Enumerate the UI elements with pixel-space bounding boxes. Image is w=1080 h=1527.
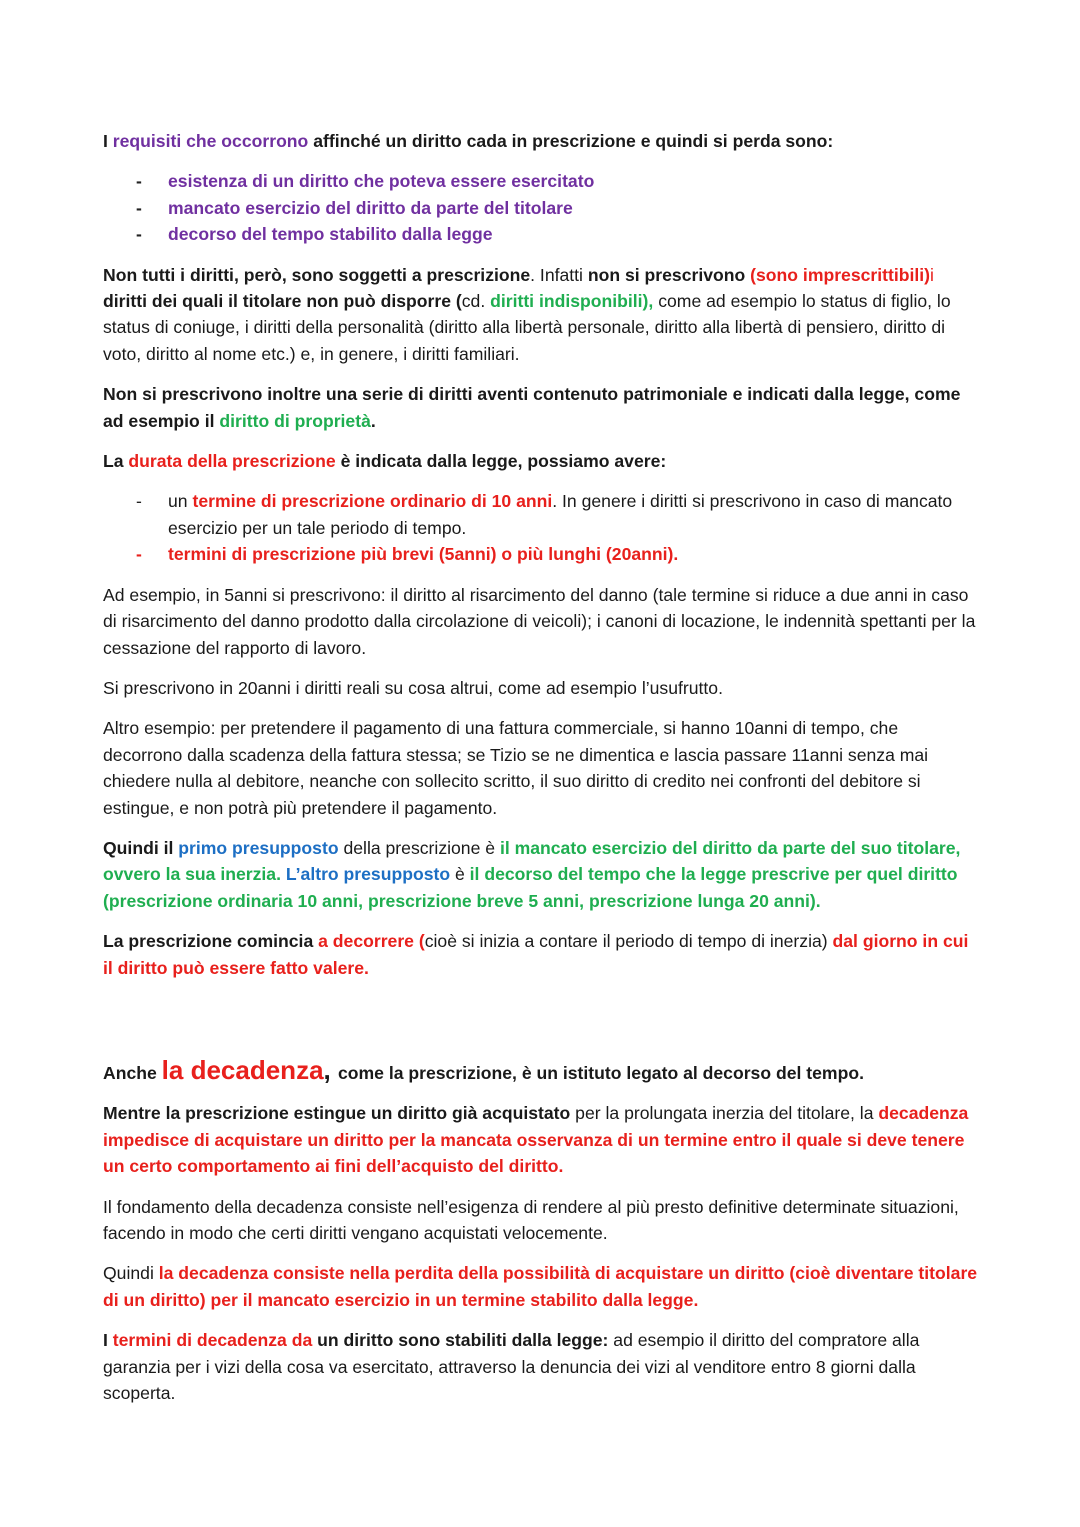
- text: ,: [323, 1054, 338, 1085]
- text: . Infatti: [530, 264, 588, 285]
- text: affinché un diritto cada in prescrizione e quindi si perda sono:: [308, 131, 834, 151]
- text: cd.: [461, 291, 491, 312]
- text: come la prescrizione, è un istituto legato al decorso del tempo.: [337, 1062, 864, 1083]
- text: La: [103, 451, 129, 472]
- decorrenza-paragraph: [103, 928, 980, 981]
- decadenza-perdita: [103, 1260, 980, 1313]
- text: un diritto sono stabiliti dalla legge:: [312, 1330, 609, 1351]
- text: i: [930, 264, 934, 285]
- highlight-altro-presupposto: L’altro presupposto: [280, 864, 451, 885]
- esempio-5anni: Ad esempio, in 5anni si prescrivono: il diritto al risarcimento del danno (tale termine si riduce a due anni in caso di risarcimento del danno prodotto dalla circolazione di veicoli); i canoni di locazione, le indennità spettanti per la cessazione del rapporto di lavoro.: [103, 584, 976, 658]
- text: Quindi il: [103, 837, 179, 858]
- highlight-inerzia: il mancato esercizio del diritto da parte del suo titolare, ovvero la sua inerzia.: [103, 837, 961, 885]
- highlight-requisiti: requisiti che occorrono: [112, 131, 309, 151]
- highlight-durata: durata della prescrizione: [128, 451, 336, 472]
- list-item: [103, 488, 980, 541]
- esempio-20anni: Si prescrivono in 20anni i diritti reali su cosa altrui, come ad esempio l’usufrutto.: [103, 677, 723, 698]
- text: è indicata dalla legge, possiamo avere:: [335, 451, 667, 472]
- text: Non si prescrivono inoltre una serie di diritti aventi contenuto patrimoniale e indicati dalla legge, come ad esempio il: [103, 384, 961, 431]
- text: diritti dei quali il titolare non può disporre (: [103, 291, 462, 312]
- highlight-termine-ordinario: termine di prescrizione ordinario di 10 anni: [192, 491, 553, 512]
- esempio-fattura: Altro esempio: per pretendere il pagamento di una fattura commerciale, si hanno 10anni di tempo, che decorrono dalla scadenza della fattura stessa; se Tizio se ne dimentica e lascia passare 11anni senza mai chiedere nulla al debitore, neanche con sollecito scritto, il suo diritto di credito nei confronti del debitore si estingue, e non potrà più pretendere il pagamento.: [103, 718, 929, 818]
- text: . In genere i diritti si prescrivono in caso di mancato esercizio per un tale periodo di tempo.: [168, 491, 953, 538]
- text: I: [103, 1330, 113, 1351]
- decadenza-fondamento: Il fondamento della decadenza consiste nell’esigenza di rendere al più presto definitive determinate situazioni, facendo in modo che certi diritti vengano acquistati velocemente.: [103, 1196, 959, 1243]
- highlight-a-decorrere: a decorrere (: [318, 931, 425, 952]
- highlight-imprescrittibili: (sono imprescrittibili): [750, 264, 931, 285]
- highlight-diritti-indisponibili: diritti indisponibili),: [490, 291, 654, 312]
- text: Mentre la prescrizione estingue un diritto già acquistato: [103, 1103, 571, 1124]
- text: non si prescrivono: [587, 264, 746, 285]
- text: Anche: [103, 1062, 162, 1083]
- termini-decadenza: [103, 1327, 980, 1406]
- text: La prescrizione comincia: [103, 931, 319, 952]
- text: Non tutti i diritti, però, sono soggetti a prescrizione: [103, 264, 531, 285]
- durata-list: [103, 488, 980, 567]
- text: per la prolungata inerzia del titolare, la: [570, 1103, 879, 1124]
- text: I: [103, 131, 113, 151]
- presupposti-paragraph: [103, 835, 980, 914]
- highlight-decadenza-impedisce: decadenza impedisce di acquistare un diritto per la mancata osservanza di un termine entro il quale si deve tenere un certo comportamento ai fini dell’acquisto del diritto.: [103, 1103, 969, 1177]
- highlight-dal-giorno: dal giorno in cui il diritto può essere fatto valere.: [103, 931, 969, 978]
- list-item: - mancato esercizio del diritto da parte del titolare: [103, 195, 980, 221]
- list-item: - decorso del tempo stabilito dalla legge: [103, 221, 980, 247]
- highlight-termini-decadenza: termini di decadenza da: [112, 1330, 313, 1351]
- highlight-primo-presupposto: primo presupposto: [178, 837, 339, 858]
- text: ad esempio il diritto del compratore alla garanzia per i vizi della cosa va esercitato, attraverso la denuncia dei vizi al venditore entro 8 giorni dalla scoperta.: [103, 1330, 920, 1404]
- imprescrittibili-paragraph: [103, 262, 980, 368]
- decadenza-definizione: [103, 1100, 980, 1179]
- text: come ad esempio lo status di figlio, lo status di coniuge, i diritti della personalità (diritto alla libertà personale, diritto alla libertà di pensiero, diritto di voto, diritto al nome etc.) e, in genere, i diritti familiari.: [103, 291, 951, 364]
- decadenza-heading: [103, 1054, 980, 1086]
- text: cioè si inizia a contare il periodo di tempo di inerzia): [424, 931, 833, 952]
- text: un: [168, 491, 193, 512]
- text: della prescrizione è: [338, 837, 500, 858]
- text: è: [450, 864, 470, 885]
- text: .: [370, 410, 376, 431]
- durata-intro: [103, 448, 980, 474]
- highlight-decorso-tempo: il decorso del tempo che la legge prescrive per quel diritto (prescrizione ordinaria 10 anni, prescrizione breve 5 anni, prescrizione lunga 20 anni).: [103, 864, 958, 911]
- section-spacer: [103, 995, 980, 1057]
- highlight-decadenza-consiste: la decadenza consiste nella perdita della possibilità di acquistare un diritto (cioè diventare titolare di un diritto) per il mancato esercizio in un termine stabilito dalla legge.: [103, 1263, 978, 1310]
- requisiti-intro: [103, 128, 980, 154]
- patrimoniali-paragraph: [103, 381, 980, 434]
- requisiti-list: [103, 168, 980, 247]
- list-item: - esistenza di un diritto che poteva essere esercitato: [103, 168, 980, 194]
- list-item: - termini di prescrizione più brevi (5anni) o più lunghi (20anni).: [103, 541, 980, 567]
- highlight-la-decadenza: la decadenza: [161, 1054, 324, 1085]
- text: Quindi: [103, 1263, 159, 1284]
- highlight-diritto-proprieta: diritto di proprietà: [219, 410, 371, 431]
